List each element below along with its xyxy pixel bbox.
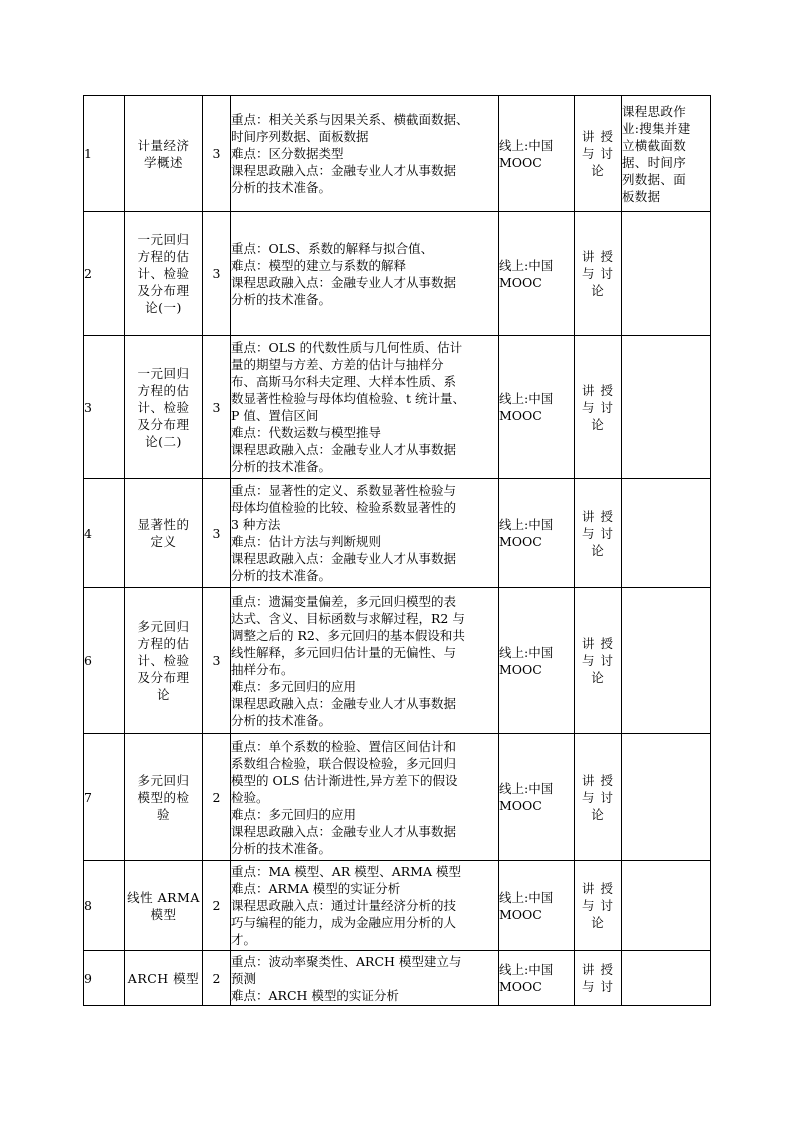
topic-line: 一元回归	[137, 365, 190, 381]
topic-line: 及分布理	[137, 416, 190, 432]
content-line: 检验。	[231, 789, 269, 805]
content-line: 难点：ARMA 模型的实证分析	[231, 881, 401, 896]
content-cell	[231, 734, 499, 861]
content-line: 母体均值检验的比较、检验系数显著性的	[231, 500, 457, 515]
method-line: 论	[591, 416, 605, 432]
teaching-mode-cell	[499, 734, 575, 861]
hours-cell: 3	[203, 96, 231, 212]
homework-cell	[622, 336, 711, 479]
teaching-method-cell	[575, 861, 622, 951]
content-line: 分析的技术准备。	[231, 840, 332, 856]
topic-line: 计、检验	[137, 653, 190, 668]
content-line: 难点：多元回归的应用	[231, 678, 357, 694]
method-line: 与 讨	[582, 146, 614, 161]
mode-line: 线上:中国	[499, 517, 554, 532]
content-line: 难点：模型的建立与系数的解释	[231, 257, 407, 273]
method-line: 与 讨	[582, 898, 614, 913]
hours-cell: 3	[203, 588, 231, 734]
teaching-method-cell	[575, 212, 622, 336]
hours-cell: 3	[203, 212, 231, 336]
topic-line: 模型	[150, 906, 177, 922]
content-line: 难点：ARCH 模型的实证分析	[231, 987, 399, 1003]
content-line: 达式、含义、目标函数与求解过程，R2 与	[231, 610, 465, 626]
content-cell	[231, 336, 499, 479]
content-cell	[231, 212, 499, 336]
mode-line: 线上:中国	[499, 781, 554, 796]
table-row	[84, 336, 711, 479]
hours-cell: 3	[203, 336, 231, 479]
topic-line: 论(一)	[145, 300, 182, 315]
topic-line: 计、检验	[137, 266, 190, 281]
row-number-cell: 6	[84, 588, 125, 734]
teaching-mode-cell	[499, 588, 575, 734]
mode-line: 线上:中国	[499, 391, 554, 406]
content-line: 数显著性检验与母体均值检验、t 统计量、	[231, 391, 465, 406]
row-number-cell: 1	[84, 96, 125, 212]
content-line: 3 种方法	[231, 517, 281, 532]
content-line: 分析的技术准备。	[231, 180, 332, 195]
content-cell	[231, 861, 499, 951]
topic-line: 及分布理	[137, 283, 190, 298]
method-line: 与 讨	[582, 979, 614, 994]
topic-line: 论(二)	[145, 433, 182, 449]
content-line: 难点：估计方法与判断规则	[231, 534, 382, 549]
mode-line: MOOC	[499, 798, 542, 813]
mode-line: MOOC	[499, 534, 542, 549]
method-line: 与 讨	[582, 266, 614, 281]
content-cell	[231, 96, 499, 212]
method-line: 与 讨	[582, 789, 614, 805]
table-row	[84, 734, 711, 861]
method-line: 讲 授	[582, 129, 614, 144]
content-line: 分析的技术准备。	[231, 568, 332, 583]
homework-cell	[622, 734, 711, 861]
content-line: 线性解释，多元回归估计量的无偏性、与	[231, 644, 457, 660]
topic-line: 计、检验	[137, 399, 190, 415]
topic-line: 及分布理	[137, 670, 190, 685]
method-line: 论	[591, 542, 605, 558]
method-line: 讲 授	[582, 772, 614, 788]
content-line: 系数组合检验，联合假设检验，多元回归	[231, 755, 457, 771]
content-line: 分析的技术准备。	[231, 712, 332, 728]
method-line: 论	[591, 163, 605, 178]
row-number-cell: 4	[84, 479, 125, 588]
method-line: 讲 授	[582, 508, 614, 524]
content-line: 重点：OLS 的代数性质与几何性质、估计	[231, 340, 463, 355]
content-line: 抽样分布。	[231, 661, 294, 677]
mode-line: 线上:中国	[499, 644, 554, 660]
homework-line: 据、时间序	[622, 154, 687, 170]
table-row	[84, 951, 711, 1006]
homework-line: 板数据	[622, 188, 661, 204]
row-number-cell: 8	[84, 861, 125, 951]
content-line: 重点：OLS、系数的解释与拟合值、	[231, 240, 434, 256]
method-line: 论	[591, 283, 605, 298]
topic-line: ARCH 模型	[127, 970, 200, 986]
content-line: 课程思政融入点：金融专业人才从事数据	[231, 163, 457, 178]
content-cell	[231, 479, 499, 588]
homework-cell	[622, 479, 711, 588]
teaching-method-cell	[575, 734, 622, 861]
content-line: 量的期望与方差、方差的估计与抽样分	[231, 357, 444, 372]
teaching-mode-cell	[499, 951, 575, 1006]
homework-line: 列数据、面	[622, 171, 687, 187]
hours-cell: 2	[203, 951, 231, 1006]
method-line: 讲 授	[582, 249, 614, 264]
topic-line: 计量经济	[137, 137, 190, 153]
method-line: 讲 授	[582, 636, 614, 651]
topic-line: 一元回归	[137, 232, 190, 247]
content-line: 调整之后的 R2、多元回归的基本假设和共	[231, 627, 465, 643]
homework-line: 课程思政作	[622, 103, 687, 119]
teaching-mode-cell	[499, 96, 575, 212]
content-line: 课程思政融入点：金融专业人才从事数据	[231, 695, 457, 711]
topic-cell	[125, 479, 203, 588]
topic-cell	[125, 734, 203, 861]
table-row	[84, 479, 711, 588]
content-line: 重点：MA 模型、AR 模型、ARMA 模型	[231, 864, 461, 879]
row-number-cell: 2	[84, 212, 125, 336]
table-row	[84, 96, 711, 212]
teaching-method-cell	[575, 96, 622, 212]
content-line: 重点：单个系数的检验、置信区间估计和	[231, 738, 457, 754]
topic-line: 方程的估	[137, 636, 190, 651]
teaching-method-cell	[575, 479, 622, 588]
topic-cell	[125, 336, 203, 479]
topic-line: 定义	[150, 534, 177, 549]
method-line: 论	[591, 915, 605, 930]
method-line: 讲 授	[582, 881, 614, 896]
topic-cell	[125, 861, 203, 951]
method-line: 与 讨	[582, 653, 614, 668]
content-line: 难点：多元回归的应用	[231, 806, 357, 822]
content-line: 重点：波动率聚类性、ARCH 模型建立与	[231, 953, 462, 969]
method-line: 讲 授	[582, 382, 614, 398]
course-schedule-table	[83, 95, 711, 1006]
homework-cell	[622, 212, 711, 336]
teaching-mode-cell	[499, 479, 575, 588]
mode-line: MOOC	[499, 906, 542, 922]
teaching-mode-cell	[499, 861, 575, 951]
topic-line: 显著性的	[137, 517, 190, 532]
teaching-mode-cell	[499, 336, 575, 479]
mode-line: 线上:中国	[499, 137, 554, 153]
content-line: 巧与编程的能力，成为金融应用分析的人	[231, 915, 457, 930]
content-cell	[231, 588, 499, 734]
homework-line: 立横截面数	[622, 137, 687, 153]
topic-line: 模型的检	[137, 789, 190, 805]
mode-line: MOOC	[499, 408, 542, 423]
method-line: 与 讨	[582, 399, 614, 415]
hours-cell: 2	[203, 861, 231, 951]
content-line: 分析的技术准备。	[231, 291, 332, 307]
mode-line: MOOC	[499, 274, 542, 290]
content-line: 布、高斯马尔科夫定理、大样本性质、系	[231, 374, 457, 389]
mode-line: MOOC	[499, 154, 542, 170]
topic-line: 学概述	[143, 154, 183, 170]
content-line: 重点：遗漏变量偏差，多元回归模型的表	[231, 593, 457, 609]
topic-line: 方程的估	[137, 249, 190, 264]
hours-cell: 2	[203, 734, 231, 861]
teaching-mode-cell	[499, 212, 575, 336]
method-line: 论	[591, 806, 605, 822]
row-number-cell: 3	[84, 336, 125, 479]
homework-cell	[622, 951, 711, 1006]
mode-line: 线上:中国	[499, 889, 554, 905]
mode-line: 线上:中国	[499, 257, 554, 273]
hours-cell: 3	[203, 479, 231, 588]
topic-cell	[125, 588, 203, 734]
table-row	[84, 588, 711, 734]
content-line: 课程思政融入点：金融专业人才从事数据	[231, 442, 457, 457]
homework-cell	[622, 861, 711, 951]
method-line: 与 讨	[582, 525, 614, 541]
content-line: 难点：区分数据类型	[231, 146, 344, 161]
content-line: P 值、置信区间	[231, 408, 319, 423]
topic-line: 方程的估	[137, 382, 190, 398]
method-line: 论	[591, 670, 605, 685]
topic-cell	[125, 951, 203, 1006]
row-number-cell: 9	[84, 951, 125, 1006]
topic-cell	[125, 212, 203, 336]
content-line: 预测	[231, 970, 257, 986]
topic-line: 论	[156, 687, 170, 702]
topic-line: 多元回归	[137, 619, 190, 634]
content-line: 难点：代数运数与模型推导	[231, 425, 382, 440]
homework-line: 业:搜集并建	[622, 120, 691, 136]
content-line: 才。	[231, 932, 257, 947]
topic-cell	[125, 96, 203, 212]
table-row	[84, 861, 711, 951]
mode-line: MOOC	[499, 979, 542, 994]
topic-line: 多元回归	[137, 772, 190, 788]
mode-line: 线上:中国	[499, 962, 554, 977]
homework-cell	[622, 588, 711, 734]
row-number-cell: 7	[84, 734, 125, 861]
teaching-method-cell	[575, 951, 622, 1006]
mode-line: MOOC	[499, 661, 542, 677]
content-line: 课程思政融入点：金融专业人才从事数据	[231, 274, 457, 290]
content-line: 重点：相关关系与因果关系、横截面数据、	[231, 112, 469, 127]
content-line: 课程思政融入点：金融专业人才从事数据	[231, 823, 457, 839]
teaching-method-cell	[575, 336, 622, 479]
table-row	[84, 212, 711, 336]
content-cell	[231, 951, 499, 1006]
homework-cell	[622, 96, 711, 212]
content-line: 课程思政融入点：通过计量经济分析的技	[231, 898, 457, 913]
content-line: 模型的 OLS 估计渐进性,异方差下的假设	[231, 772, 458, 788]
teaching-method-cell	[575, 588, 622, 734]
topic-line: 线性 ARMA	[127, 889, 200, 905]
content-line: 重点：显著性的定义、系数显著性检验与	[231, 483, 457, 498]
method-line: 讲 授	[582, 962, 614, 977]
content-line: 时间序列数据、面板数据	[231, 129, 369, 144]
topic-line: 验	[156, 806, 170, 822]
content-line: 课程思政融入点：金融专业人才从事数据	[231, 551, 457, 566]
content-line: 分析的技术准备。	[231, 459, 332, 474]
